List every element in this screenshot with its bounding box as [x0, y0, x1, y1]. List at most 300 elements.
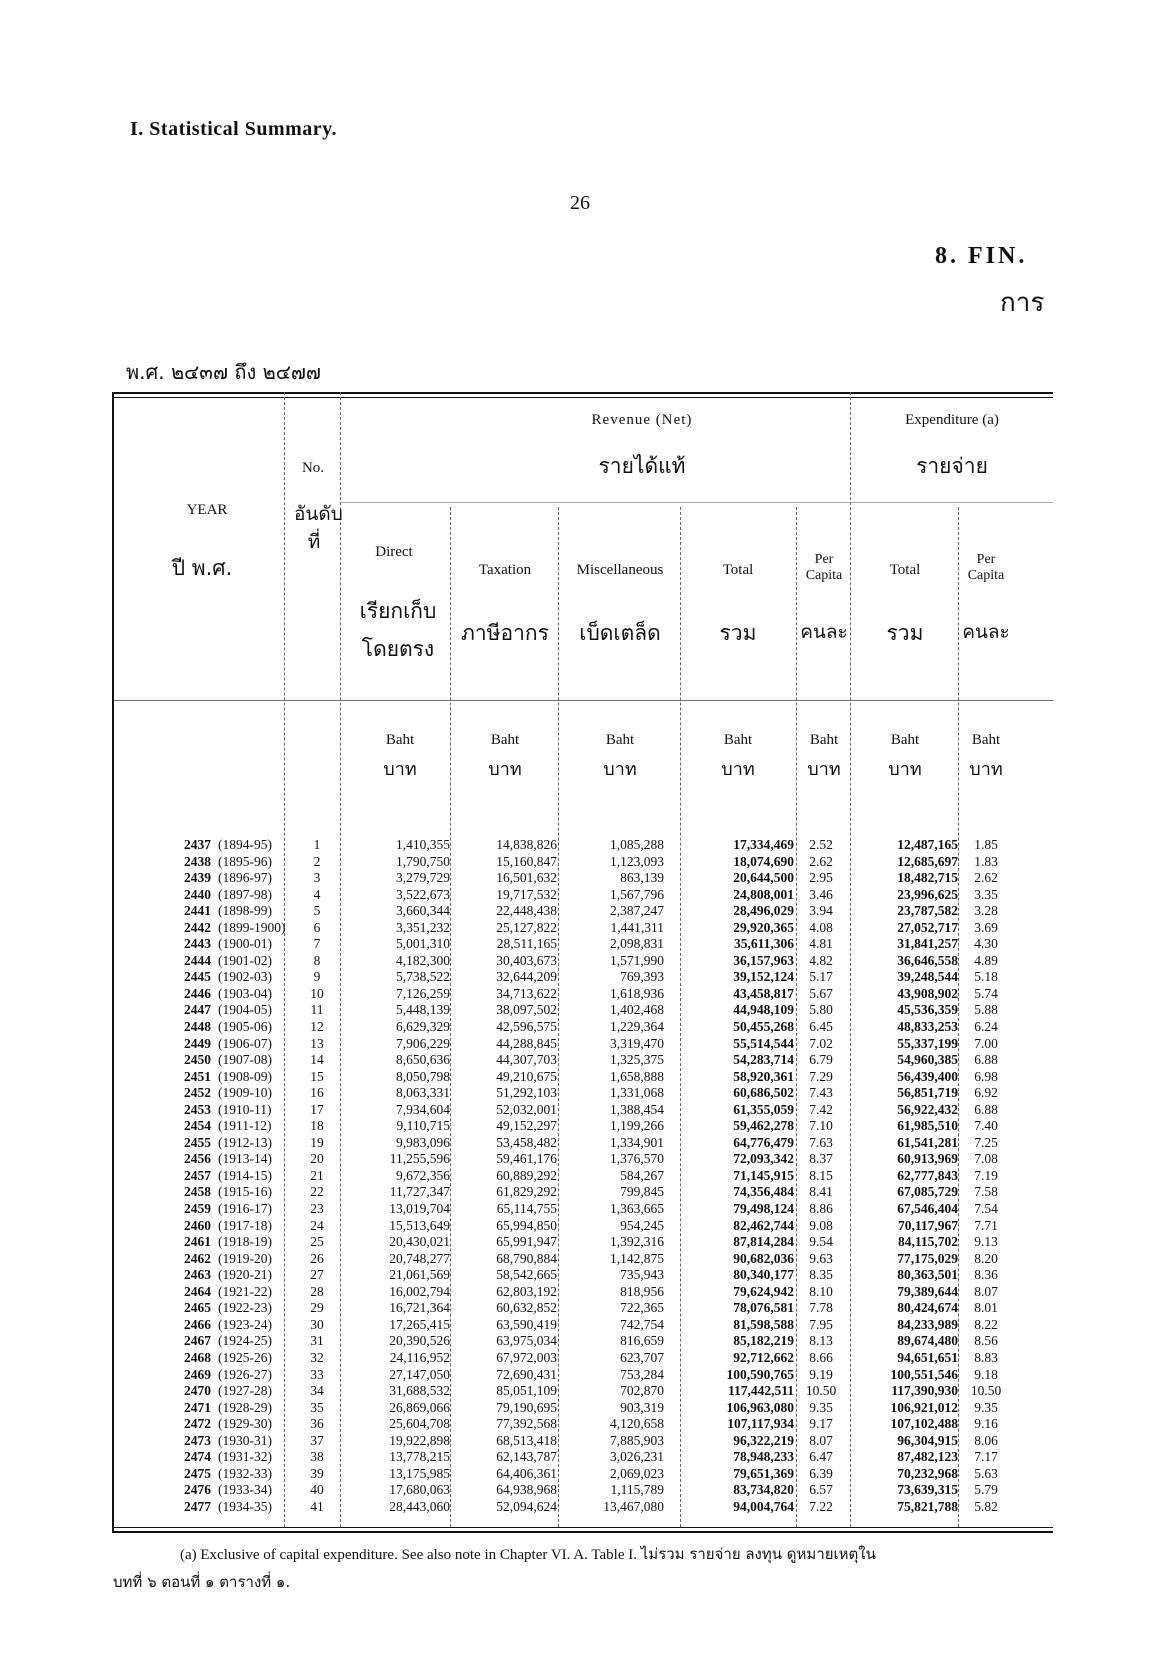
- cell-total: 39,152,124: [733, 969, 794, 985]
- cell-no: 5: [313, 903, 321, 919]
- cell-total: 18,074,690: [733, 853, 794, 869]
- cell-taxation: 68,790,884: [496, 1250, 557, 1266]
- cell-taxation: 49,152,297: [496, 1118, 557, 1134]
- cell-misc: 903,319: [620, 1399, 664, 1415]
- cell-year-be: 2474: [184, 1449, 211, 1465]
- cell-no: 9: [313, 969, 321, 985]
- cell-exp-per-capita: 8.01: [974, 1300, 998, 1316]
- table-row: [112, 887, 1053, 904]
- table-row: [112, 903, 1053, 920]
- cell-misc: 1,325,375: [610, 1052, 664, 1068]
- cell-direct: 19,922,898: [389, 1432, 450, 1448]
- cell-year-be: 2440: [184, 886, 211, 902]
- cell-per-capita: 4.08: [809, 919, 833, 935]
- cell-year-ce: (1929-30): [218, 1416, 272, 1432]
- cell-year-be: 2465: [184, 1300, 211, 1316]
- cell-exp-per-capita: 6.88: [974, 1101, 998, 1117]
- cell-misc: 623,707: [620, 1349, 664, 1365]
- unit-exp-per-capita: Baht: [971, 732, 1001, 748]
- cell-year-be: 2461: [184, 1234, 211, 1250]
- cell-total: 92,712,662: [733, 1349, 794, 1365]
- cell-year-ce: (1899-1900): [218, 919, 286, 935]
- cell-exp-per-capita: 4.89: [974, 952, 998, 968]
- cell-taxation: 62,803,192: [496, 1283, 557, 1299]
- cell-exp-per-capita: 7.58: [974, 1184, 998, 1200]
- cell-exp-per-capita: 7.19: [974, 1167, 998, 1183]
- cell-per-capita: 7.29: [809, 1068, 833, 1084]
- cell-taxation: 14,838,826: [496, 837, 557, 852]
- cell-year-ce: (1905-06): [218, 1019, 272, 1035]
- table-row: [112, 920, 1053, 937]
- cell-year-be: 2443: [184, 936, 211, 952]
- cell-total: 90,682,036: [733, 1250, 794, 1266]
- cell-taxation: 25,127,822: [496, 919, 557, 935]
- table-row: [112, 1499, 1053, 1516]
- unit-misc: Baht: [605, 732, 635, 748]
- cell-taxation: 63,975,034: [496, 1333, 557, 1349]
- cell-exp-per-capita: 7.71: [974, 1217, 998, 1233]
- cell-no: 29: [310, 1300, 324, 1316]
- cell-total: 64,776,479: [733, 1134, 794, 1150]
- cell-no: 34: [310, 1383, 324, 1399]
- cell-year-ce: (1933-34): [218, 1482, 272, 1498]
- cell-exp-total: 36,646,558: [897, 952, 958, 968]
- cell-exp-per-capita: 7.40: [974, 1118, 998, 1134]
- cell-total: 78,076,581: [733, 1300, 794, 1316]
- unit-taxation: Baht: [490, 732, 520, 748]
- cell-exp-per-capita: 10.50: [970, 1383, 1002, 1399]
- cell-no: 23: [310, 1201, 324, 1217]
- table-row: [112, 986, 1053, 1003]
- cell-taxation: 15,160,847: [496, 853, 557, 869]
- page-number: 26: [570, 192, 590, 214]
- cell-exp-per-capita: 9.16: [974, 1416, 998, 1432]
- cell-direct: 21,061,569: [389, 1267, 450, 1283]
- group-header-rule: [340, 502, 1053, 503]
- cell-taxation: 65,994,850: [496, 1217, 557, 1233]
- table-row: [112, 1317, 1053, 1334]
- cell-exp-per-capita: 9.35: [974, 1399, 998, 1415]
- cell-year-ce: (1928-29): [218, 1399, 272, 1415]
- cell-year-ce: (1912-13): [218, 1134, 272, 1150]
- cell-no: 36: [310, 1416, 324, 1432]
- unit-exp-total: Baht: [890, 732, 920, 748]
- cell-taxation: 85,051,109: [496, 1383, 557, 1399]
- cell-year-be: 2476: [184, 1482, 211, 1498]
- cell-exp-total: 117,390,930: [891, 1383, 958, 1399]
- cell-per-capita: 7.43: [809, 1085, 833, 1101]
- cell-misc: 1,388,454: [610, 1101, 664, 1117]
- cell-exp-total: 106,921,012: [890, 1399, 958, 1415]
- cell-exp-per-capita: 8.06: [974, 1432, 998, 1448]
- cell-direct: 9,983,096: [396, 1134, 450, 1150]
- header-year: YEAR: [186, 502, 228, 518]
- cell-exp-per-capita: 6.92: [974, 1085, 998, 1101]
- cell-taxation: 22,448,438: [496, 903, 557, 919]
- cell-exp-per-capita: 7.25: [974, 1134, 998, 1150]
- unit-per-capita-thai: บาท: [807, 759, 841, 780]
- cell-no: 31: [310, 1333, 324, 1349]
- cell-per-capita: 2.95: [809, 870, 833, 886]
- cell-taxation: 65,991,947: [496, 1234, 557, 1250]
- header-misc: Miscellaneous: [576, 562, 664, 578]
- year-range-thai: พ.ศ. ๒๔๓๗ ถึง ๒๔๗๗: [126, 360, 321, 384]
- cell-total: 81,598,588: [733, 1316, 794, 1332]
- cell-per-capita: 7.95: [809, 1316, 833, 1332]
- header-revenue-thai: รายได้แท้: [598, 454, 686, 478]
- cell-year-be: 2452: [184, 1085, 211, 1101]
- cell-exp-per-capita: 9.18: [974, 1366, 998, 1382]
- cell-year-ce: (1901-02): [218, 952, 272, 968]
- cell-exp-total: 67,546,404: [897, 1201, 958, 1217]
- table-row: [112, 1002, 1053, 1019]
- cell-total: 79,651,369: [733, 1465, 794, 1481]
- header-exp-total: Total: [889, 562, 921, 578]
- cell-direct: 3,351,232: [396, 919, 450, 935]
- cell-direct: 17,680,063: [389, 1482, 450, 1498]
- cell-no: 25: [310, 1234, 324, 1250]
- cell-misc: 769,393: [620, 969, 664, 985]
- cell-taxation: 72,690,431: [496, 1366, 557, 1382]
- cell-total: 35,611,306: [733, 936, 794, 952]
- cell-per-capita: 8.35: [809, 1267, 833, 1283]
- cell-no: 39: [310, 1465, 324, 1481]
- cell-exp-total: 77,175,029: [897, 1250, 958, 1266]
- cell-misc: 1,334,901: [610, 1134, 664, 1150]
- cell-year-ce: (1908-09): [218, 1068, 272, 1084]
- cell-direct: 11,255,596: [389, 1151, 450, 1167]
- cell-total: 50,455,268: [733, 1019, 794, 1035]
- cell-year-ce: (1920-21): [218, 1267, 272, 1283]
- table-row: [112, 1019, 1053, 1036]
- cell-misc: 1,618,936: [610, 985, 664, 1001]
- cell-year-be: 2455: [184, 1134, 211, 1150]
- cell-year-ce: (1934-35): [218, 1498, 272, 1514]
- cell-per-capita: 6.47: [809, 1449, 833, 1465]
- cell-year-be: 2463: [184, 1267, 211, 1283]
- cell-year-ce: (1903-04): [218, 985, 272, 1001]
- cell-year-be: 2453: [184, 1101, 211, 1117]
- cell-misc: 2,098,831: [610, 936, 664, 952]
- cell-total: 107,117,934: [727, 1416, 794, 1432]
- cell-exp-per-capita: 6.88: [974, 1052, 998, 1068]
- cell-exp-per-capita: 7.00: [974, 1035, 998, 1051]
- cell-exp-per-capita: 8.56: [974, 1333, 998, 1349]
- cell-year-ce: (1921-22): [218, 1283, 272, 1299]
- cell-misc: 742,754: [620, 1316, 664, 1332]
- cell-exp-total: 75,821,788: [897, 1498, 958, 1514]
- table-row: [112, 1466, 1053, 1483]
- cell-per-capita: 8.37: [809, 1151, 833, 1167]
- cell-exp-total: 70,232,968: [897, 1465, 958, 1481]
- cell-total: 74,356,484: [733, 1184, 794, 1200]
- cell-direct: 6,629,329: [396, 1019, 450, 1035]
- cell-direct: 20,390,526: [389, 1333, 450, 1349]
- cell-per-capita: 7.22: [809, 1498, 833, 1514]
- cell-exp-total: 73,639,315: [897, 1482, 958, 1498]
- cell-misc: 1,229,364: [610, 1019, 664, 1035]
- cell-direct: 17,265,415: [389, 1316, 450, 1332]
- cell-direct: 3,279,729: [396, 870, 450, 886]
- cell-taxation: 60,632,852: [496, 1300, 557, 1316]
- cell-exp-per-capita: 8.07: [974, 1283, 998, 1299]
- cell-total: 71,145,915: [733, 1167, 794, 1183]
- cell-direct: 25,604,708: [389, 1416, 450, 1432]
- cell-year-be: 2462: [184, 1250, 211, 1266]
- cell-year-be: 2441: [184, 903, 211, 919]
- cell-misc: 3,319,470: [610, 1035, 664, 1051]
- table-row: [112, 1251, 1053, 1268]
- cell-taxation: 19,717,532: [496, 886, 557, 902]
- cell-no: 11: [310, 1002, 324, 1018]
- cell-total: 29,920,365: [733, 919, 794, 935]
- cell-direct: 8,050,798: [396, 1068, 450, 1084]
- cell-no: 35: [310, 1399, 324, 1415]
- cell-exp-total: 12,685,697: [897, 853, 958, 869]
- cell-per-capita: 3.46: [809, 886, 833, 902]
- cell-misc: 1,331,068: [610, 1085, 664, 1101]
- header-year-thai: ปี พ.ศ.: [171, 556, 233, 580]
- cell-total: 78,948,233: [733, 1449, 794, 1465]
- cell-year-be: 2472: [184, 1416, 211, 1432]
- cell-direct: 27,147,050: [389, 1366, 450, 1382]
- table-row: [112, 1085, 1053, 1102]
- cell-year-ce: (1917-18): [218, 1217, 272, 1233]
- cell-no: 27: [310, 1267, 324, 1283]
- header-misc-thai: เบ็ดเตล็ด: [579, 621, 661, 645]
- cell-year-ce: (1927-28): [218, 1383, 272, 1399]
- cell-no: 40: [310, 1482, 324, 1498]
- cell-exp-total: 79,389,644: [897, 1283, 958, 1299]
- cell-direct: 13,175,985: [389, 1465, 450, 1481]
- cell-year-ce: (1911-12): [218, 1118, 272, 1134]
- cell-total: 82,462,744: [733, 1217, 794, 1233]
- cell-per-capita: 2.62: [809, 853, 833, 869]
- cell-exp-per-capita: 8.83: [974, 1349, 998, 1365]
- cell-year-be: 2448: [184, 1019, 211, 1035]
- cell-taxation: 64,938,968: [496, 1482, 557, 1498]
- cell-misc: 2,387,247: [610, 903, 664, 919]
- cell-total: 59,462,278: [733, 1118, 794, 1134]
- cell-misc: 4,120,658: [610, 1416, 664, 1432]
- cell-taxation: 64,406,361: [496, 1465, 557, 1481]
- cell-no: 19: [310, 1134, 324, 1150]
- table-row: [112, 1102, 1053, 1119]
- cell-year-be: 2439: [184, 870, 211, 886]
- cell-exp-total: 80,424,674: [897, 1300, 958, 1316]
- cell-no: 13: [310, 1035, 324, 1051]
- cell-misc: 1,363,665: [610, 1201, 664, 1217]
- cell-per-capita: 7.63: [809, 1134, 833, 1150]
- unit-total: Baht: [723, 732, 753, 748]
- cell-no: 30: [310, 1316, 324, 1332]
- cell-exp-per-capita: 5.63: [974, 1465, 998, 1481]
- cell-per-capita: 6.79: [809, 1052, 833, 1068]
- cell-direct: 26,869,066: [389, 1399, 450, 1415]
- cell-per-capita: 8.10: [809, 1283, 833, 1299]
- cell-year-be: 2450: [184, 1052, 211, 1068]
- cell-year-be: 2457: [184, 1167, 211, 1183]
- cell-per-capita: 6.57: [809, 1482, 833, 1498]
- cell-per-capita: 9.19: [809, 1366, 833, 1382]
- table-row: [112, 1118, 1053, 1135]
- unit-total-thai: บาท: [721, 759, 755, 780]
- unit-direct: Baht: [385, 732, 415, 748]
- table-row: [112, 936, 1053, 953]
- cell-year-ce: (1897-98): [218, 886, 272, 902]
- cell-direct: 5,001,310: [396, 936, 450, 952]
- cell-misc: 1,115,789: [610, 1482, 664, 1498]
- cell-year-ce: (1923-24): [218, 1316, 272, 1332]
- cell-misc: 722,365: [620, 1300, 664, 1316]
- cell-taxation: 53,458,482: [496, 1134, 557, 1150]
- cell-no: 1: [313, 837, 321, 852]
- cell-year-ce: (1898-99): [218, 903, 272, 919]
- cell-exp-total: 31,841,257: [897, 936, 958, 952]
- cell-misc: 735,943: [620, 1267, 664, 1283]
- cell-year-be: 2444: [184, 952, 211, 968]
- header-expenditure-thai: รายจ่าย: [916, 454, 988, 478]
- cell-misc: 584,267: [620, 1167, 664, 1183]
- table-row: [112, 1482, 1053, 1499]
- table-row: [112, 1350, 1053, 1367]
- cell-total: 43,458,817: [733, 985, 794, 1001]
- cell-misc: 1,571,990: [610, 952, 664, 968]
- cell-exp-per-capita: 7.54: [974, 1201, 998, 1217]
- table-top-rule: [112, 392, 1053, 394]
- table-row: [112, 1069, 1053, 1086]
- cell-misc: 753,284: [620, 1366, 664, 1382]
- cell-year-ce: (1916-17): [218, 1201, 272, 1217]
- cell-total: 79,498,124: [733, 1201, 794, 1217]
- cell-total: 60,686,502: [733, 1085, 794, 1101]
- cell-year-be: 2475: [184, 1465, 211, 1481]
- cell-taxation: 61,829,292: [496, 1184, 557, 1200]
- cell-exp-total: 45,536,359: [897, 1002, 958, 1018]
- cell-per-capita: 5.80: [809, 1002, 833, 1018]
- table-row: [112, 1300, 1053, 1317]
- cell-taxation: 32,644,209: [496, 969, 557, 985]
- cell-year-ce: (1914-15): [218, 1167, 272, 1183]
- cell-taxation: 62,143,787: [496, 1449, 557, 1465]
- cell-exp-total: 55,337,199: [897, 1035, 958, 1051]
- cell-exp-total: 62,777,843: [897, 1167, 958, 1183]
- cell-taxation: 38,097,502: [496, 1002, 557, 1018]
- cell-per-capita: 9.54: [809, 1234, 833, 1250]
- cell-direct: 1,410,355: [396, 837, 450, 852]
- table-row: [112, 854, 1053, 871]
- cell-exp-per-capita: 1.83: [974, 853, 998, 869]
- cell-taxation: 63,590,419: [496, 1316, 557, 1332]
- cell-exp-total: 48,833,253: [897, 1019, 958, 1035]
- cell-exp-total: 80,363,501: [897, 1267, 958, 1283]
- cell-taxation: 44,307,703: [496, 1052, 557, 1068]
- cell-direct: 8,650,636: [396, 1052, 450, 1068]
- cell-exp-per-capita: 5.82: [974, 1498, 998, 1514]
- cell-exp-per-capita: 5.88: [974, 1002, 998, 1018]
- cell-total: 20,644,500: [733, 870, 794, 886]
- cell-per-capita: 6.45: [809, 1019, 833, 1035]
- cell-direct: 13,019,704: [389, 1201, 450, 1217]
- cell-no: 10: [310, 985, 324, 1001]
- cell-year-be: 2449: [184, 1035, 211, 1051]
- unit-exp-per-capita-thai: บาท: [969, 759, 1003, 780]
- cell-per-capita: 8.41: [809, 1184, 833, 1200]
- cell-taxation: 52,094,624: [496, 1498, 557, 1514]
- table-top-rule-inner: [112, 397, 1053, 398]
- cell-direct: 9,672,356: [396, 1167, 450, 1183]
- cell-direct: 28,443,060: [389, 1498, 450, 1514]
- table-row: [112, 1184, 1053, 1201]
- table-row: [112, 1201, 1053, 1218]
- cell-year-be: 2459: [184, 1201, 211, 1217]
- cell-year-ce: (1895-96): [218, 853, 272, 869]
- cell-total: 106,963,080: [726, 1399, 794, 1415]
- cell-no: 18: [310, 1118, 324, 1134]
- cell-year-ce: (1906-07): [218, 1035, 272, 1051]
- cell-taxation: 52,032,001: [496, 1101, 557, 1117]
- cell-taxation: 68,513,418: [496, 1432, 557, 1448]
- header-expenditure: Expenditure (a): [905, 412, 999, 428]
- cell-year-ce: (1932-33): [218, 1465, 272, 1481]
- table-row: [112, 1218, 1053, 1235]
- table-row: [112, 969, 1053, 986]
- cell-year-ce: (1925-26): [218, 1349, 272, 1365]
- header-exp-total-thai: รวม: [886, 621, 924, 645]
- cell-total: 83,734,820: [733, 1482, 794, 1498]
- table-row: [112, 1433, 1053, 1450]
- cell-year-be: 2460: [184, 1217, 211, 1233]
- cell-direct: 16,721,364: [389, 1300, 450, 1316]
- cell-no: 37: [310, 1432, 324, 1448]
- cell-direct: 7,126,259: [396, 985, 450, 1001]
- cell-total: 36,157,963: [733, 952, 794, 968]
- cell-exp-total: 56,922,432: [897, 1101, 958, 1117]
- cell-year-be: 2467: [184, 1333, 211, 1349]
- cell-exp-total: 107,102,488: [890, 1416, 958, 1432]
- cell-misc: 1,402,468: [610, 1002, 664, 1018]
- cell-exp-total: 94,651,651: [897, 1349, 958, 1365]
- cell-exp-total: 56,439,400: [897, 1068, 958, 1084]
- cell-misc: 954,245: [620, 1217, 664, 1233]
- cell-year-be: 2471: [184, 1399, 211, 1415]
- cell-exp-per-capita: 6.98: [974, 1068, 998, 1084]
- unit-exp-total-thai: บาท: [888, 759, 922, 780]
- cell-year-ce: (1896-97): [218, 870, 272, 886]
- cell-direct: 31,688,532: [389, 1383, 450, 1399]
- cell-no: 8: [313, 952, 321, 968]
- cell-year-ce: (1924-25): [218, 1333, 272, 1349]
- cell-direct: 24,116,952: [389, 1349, 450, 1365]
- cell-total: 117,442,511: [727, 1383, 794, 1399]
- cell-exp-per-capita: 5.18: [974, 969, 998, 985]
- cell-year-ce: (1930-31): [218, 1432, 272, 1448]
- cell-exp-total: 43,908,902: [897, 985, 958, 1001]
- cell-per-capita: 10.50: [805, 1383, 837, 1399]
- table-row: [112, 1036, 1053, 1053]
- cell-misc: 863,139: [620, 870, 664, 886]
- cell-exp-total: 39,248,544: [897, 969, 958, 985]
- cell-direct: 15,513,649: [389, 1217, 450, 1233]
- cell-exp-per-capita: 3.35: [974, 886, 998, 902]
- unit-misc-thai: บาท: [603, 759, 637, 780]
- cell-year-be: 2469: [184, 1366, 211, 1382]
- cell-no: 12: [310, 1019, 324, 1035]
- cell-no: 2: [313, 853, 321, 869]
- unit-direct-thai: บาท: [383, 759, 417, 780]
- cell-exp-total: 18,482,715: [897, 870, 958, 886]
- chapter-title-thai: การ: [1000, 288, 1045, 318]
